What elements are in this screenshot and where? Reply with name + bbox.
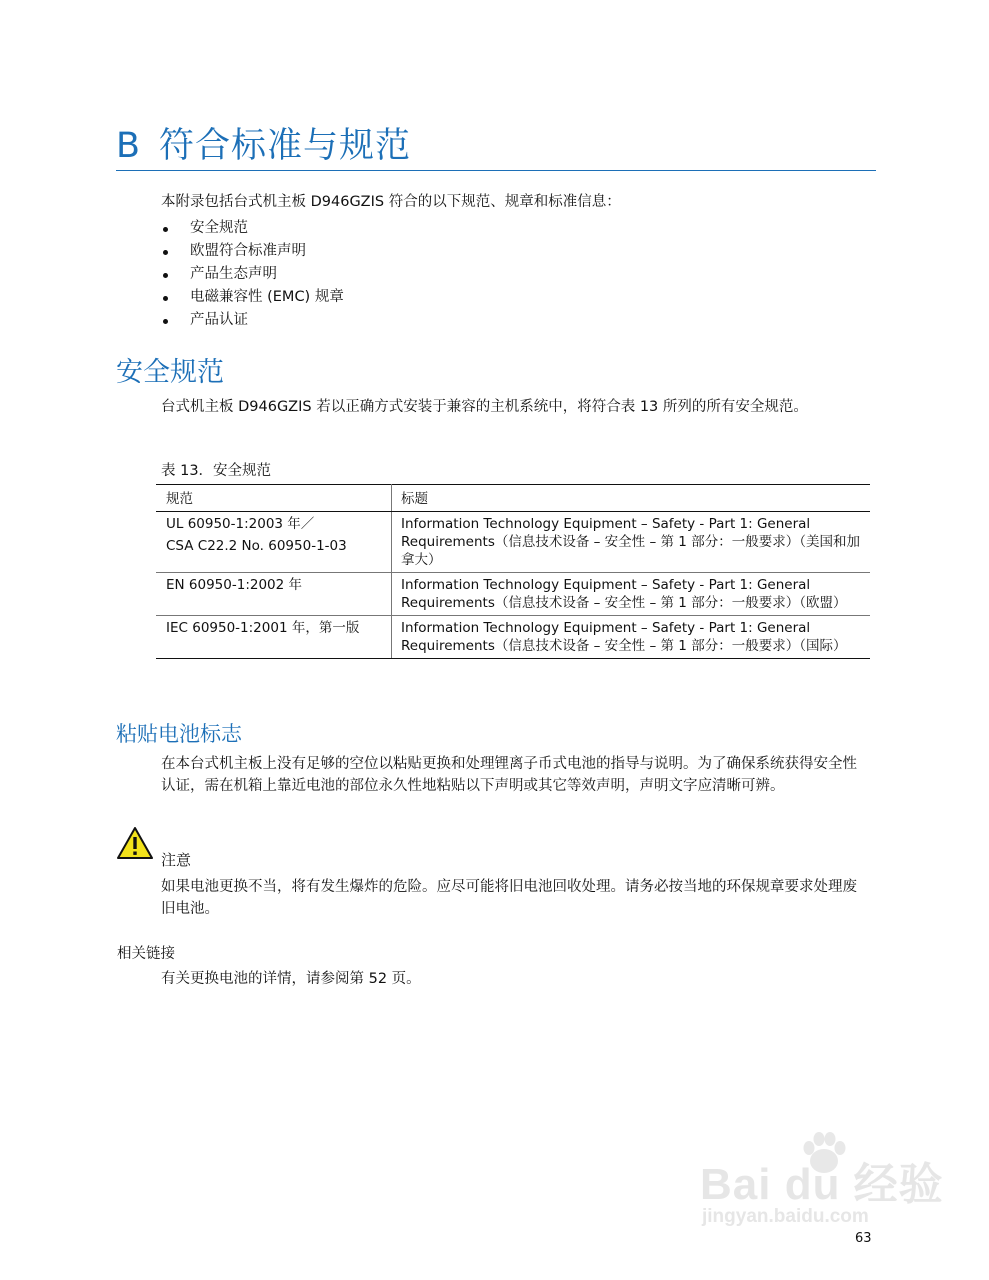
title-cell: Information Technology Equipment – Safety - Part 1: General Requirements（信息技术设备 – 安全性 – 第 1 部分：一般要求）（国际）: [392, 616, 871, 659]
intro-bullet-list: [160, 217, 344, 332]
title-cell: Information Technology Equipment – Safety - Part 1: General Requirements（信息技术设备 – 安全性 – 第 1 部分：一般要求）（美国和加拿大）: [392, 512, 871, 573]
safety-standards-table: [156, 484, 870, 659]
table-header-row: [156, 485, 870, 512]
list-item: 电磁兼容性 (EMC) 规章: [160, 286, 344, 309]
warning-icon: [116, 826, 154, 860]
title-cell: Information Technology Equipment – Safety - Part 1: General Requirements（信息技术设备 – 安全性 – 第 1 部分：一般要求）（欧盟）: [392, 573, 871, 616]
baidu-watermark: [700, 1128, 944, 1238]
appendix-title: [116, 118, 411, 168]
column-header-title: 标题: [392, 485, 871, 512]
list-item: 欧盟符合标准声明: [160, 240, 344, 263]
list-item: 安全规范: [160, 217, 344, 240]
page-number: 63: [855, 1231, 872, 1246]
appendix-letter: B: [116, 126, 142, 166]
section-heading-battery: 粘贴电池标志: [116, 722, 242, 746]
table-row: [156, 616, 870, 659]
column-header-standard: 规范: [156, 485, 392, 512]
bullet-icon: [163, 319, 168, 324]
watermark-brand: Bai du 经验: [700, 1160, 944, 1209]
table-caption: 表 13．安全规范: [161, 463, 272, 479]
table-row: [156, 512, 870, 573]
battery-paragraph: 在本台式机主板上没有足够的空位以粘贴更换和处理锂离子币式电池的指导与说明。为了确保系统获得安全性认证，需在机箱上靠近电池的部位永久性地粘贴以下声明或其它等效声明，声明文字应清晰可辨。: [161, 756, 857, 794]
standard-cell: EN 60950-1:2002 年: [156, 573, 392, 616]
bullet-icon: [163, 296, 168, 301]
list-item: 产品认证: [160, 309, 344, 332]
bullet-icon: [163, 227, 168, 232]
standard-cell: IEC 60950-1:2001 年，第一版: [156, 616, 392, 659]
watermark-url: jingyan.baidu.com: [702, 1206, 869, 1227]
related-links-heading: 相关链接: [117, 946, 175, 962]
list-item: 产品生态声明: [160, 263, 344, 286]
related-links-text: 有关更换电池的详情，请参阅第 52 页。: [161, 971, 421, 987]
bullet-icon: [163, 273, 168, 278]
standard-cell: UL 60950-1:2003 年／ CSA C22.2 No. 60950-1-03: [156, 512, 392, 573]
safety-paragraph: 台式机主板 D946GZIS 若以正确方式安装于兼容的主机系统中，将符合表 13 所列的所有安全规范。: [161, 399, 808, 415]
intro-paragraph: 本附录包括台式机主板 D946GZIS 符合的以下规范、规章和标准信息：: [161, 194, 621, 210]
caution-text: 如果电池更换不当，将有发生爆炸的危险。应尽可能将旧电池回收处理。请务必按当地的环保规章要求处理废旧电池。: [161, 879, 857, 917]
bullet-icon: [163, 250, 168, 255]
title-divider: [116, 170, 876, 171]
caution-label: 注意: [161, 851, 192, 869]
table-row: [156, 573, 870, 616]
appendix-title-text: 符合标准与规范: [159, 126, 412, 166]
section-heading-safety: 安全规范: [116, 357, 224, 388]
